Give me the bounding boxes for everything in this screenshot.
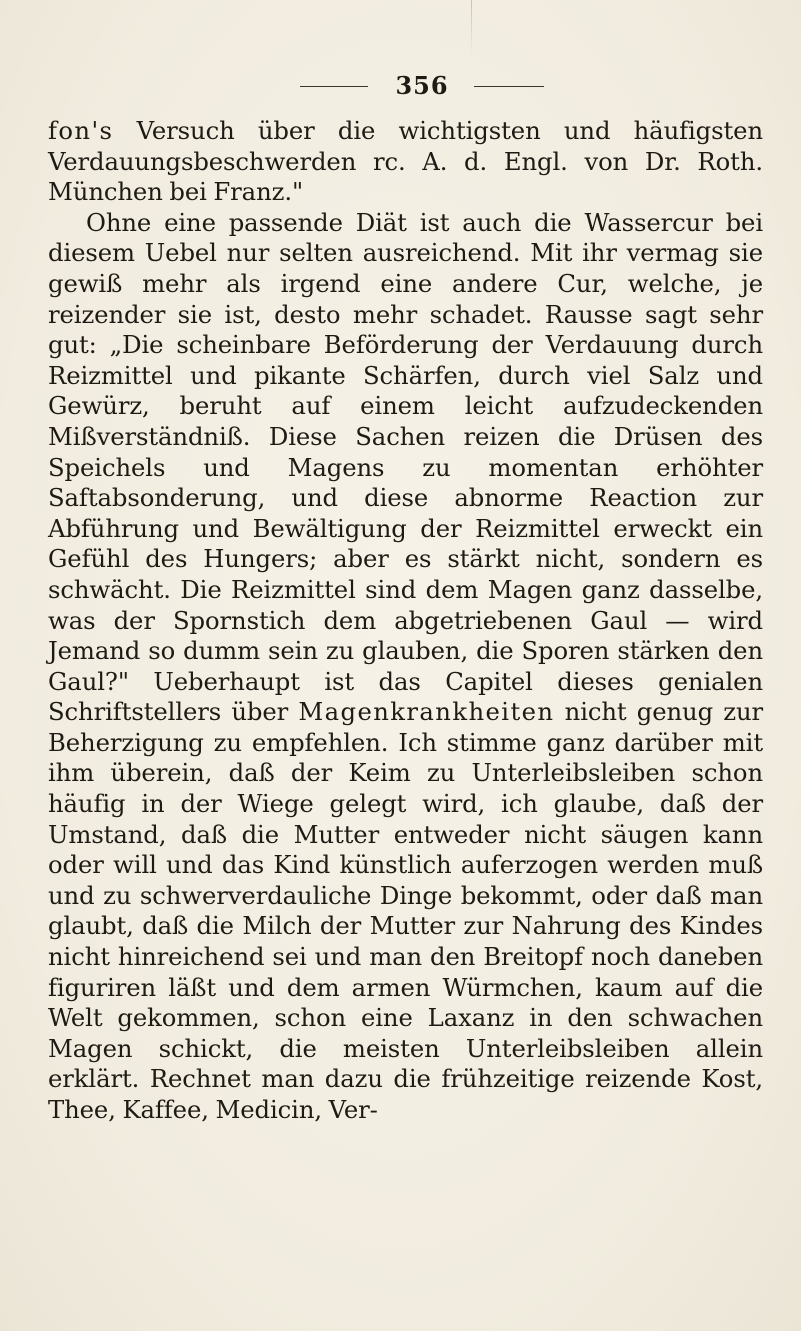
paragraph xyxy=(48,208,763,1126)
text-segment: Versuch über die wichtigsten und häufigsten Verdauungsbeschwerden rc. A. d. Engl. von Dr. Roth. München bei Franz." xyxy=(48,116,763,207)
body-text xyxy=(48,116,763,1126)
header-rule-left xyxy=(300,86,368,87)
text-segment: Magenkrankheiten xyxy=(298,697,555,727)
header-rule-right xyxy=(474,86,544,87)
text-segment: fon's xyxy=(48,116,114,145)
text-segment: nicht genug zur Beherzigung zu empfehlen. Ich stimme ganz darüber mit ihm überein, daß der Keim zu Unterleibsleiben schon häufig in der Wiege gelegt wird, ich glaube, daß der Umstand, daß die Mutter entweder nicht säugen kann oder will und das Kind künstlich auferzogen werden muß und zu schwerverdauliche Dinge bekommt, oder daß man glaubt, daß die Milch der Mutter zur Nahrung des Kindes nicht hinreichend sei und man den Breitopf noch daneben figuriren läßt und dem armen Würmchen, kaum auf die Welt gekommen, schon eine Laxanz in den schwachen Magen schickt, die meisten Unterleibsleiben allein erklärt. Rechnet man dazu die frühzeitige reizende Kost, Thee, Kaffee, Medicin, Ver- xyxy=(48,697,764,1124)
page-number: 356 xyxy=(395,71,449,100)
paragraph xyxy=(48,116,763,208)
page-crease xyxy=(471,0,472,55)
text-segment: Ohne eine passende Diät ist auch die Wassercur bei diesem Uebel nur selten ausreichend. Mit ihr vermag sie gewiß mehr als irgend eine andere Cur, welche, je reizender sie ist, desto mehr schadet. Rausse sagt sehr gut: „Die scheinbare Beförderung der Verdauung durch Reizmittel und pikante Schärfen, durch viel Salz und Gewürz, beruht auf einem leicht aufzudeckenden Mißverständniß. Diese Sachen reizen die Drüsen des Speichels und Magens zu momentan erhöhter Saftabsonderung, und diese abnorme Reaction zur Abführung und Bewältigung der Reizmittel erweckt ein Gefühl des Hungers; aber es stärkt nicht, sondern es schwächt. Die Reizmittel sind dem Magen ganz dasselbe, was der Spornstich dem abgetriebenen Gaul — wird Jemand so dumm sein zu glauben, die Sporen stärken den Gaul?" Ueberhaupt ist das Capitel dieses genialen Schriftstellers über xyxy=(48,207,763,727)
page-header xyxy=(0,72,801,102)
